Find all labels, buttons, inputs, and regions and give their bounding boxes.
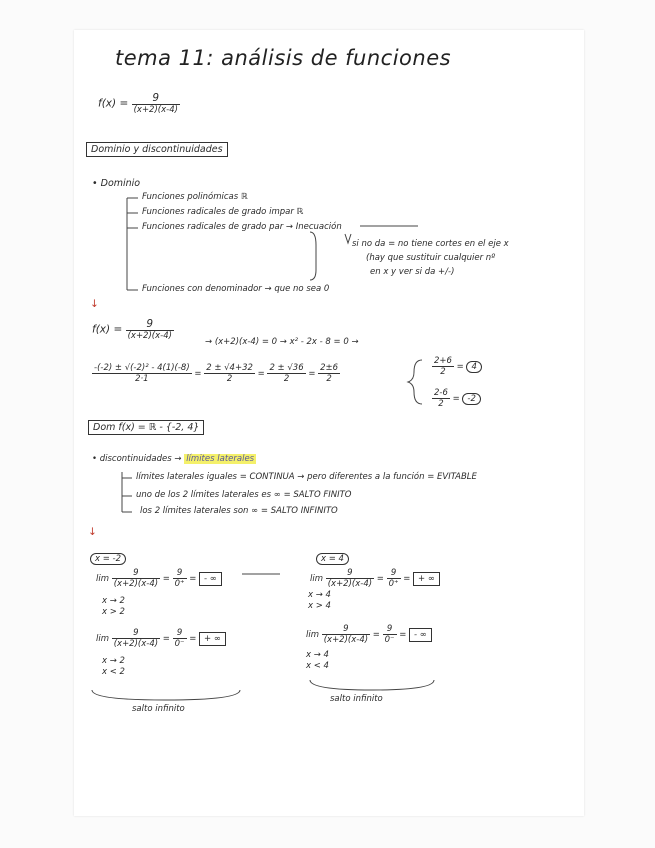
function-numerator: 9 — [132, 92, 180, 105]
quadratic-denominator: 2·1 — [135, 374, 149, 384]
limit-subscript — [102, 656, 125, 678]
subscript-line: x > 4 — [308, 601, 331, 611]
subscript-line: x < 4 — [306, 661, 329, 671]
root-numerator: 2+6 — [434, 356, 452, 366]
root-denominator: 2 — [440, 367, 446, 377]
dominio-item: Funciones polinómicas ℝ — [142, 192, 248, 202]
subscript-line: x → 4 — [308, 590, 331, 600]
limit-result: - ∞ — [409, 628, 432, 642]
fx-restated — [92, 318, 174, 341]
page-title: tema 11: análisis de funciones — [115, 46, 452, 70]
limit-expression — [96, 568, 222, 589]
caption-salto-infinito-right: salto infinito — [330, 694, 383, 704]
limit-expression — [306, 624, 432, 645]
equals-sign: = — [456, 362, 464, 372]
root-fraction — [432, 356, 454, 377]
limit-denominator: (x+2)(x-4) — [327, 579, 373, 589]
limit-denominator: (x+2)(x-4) — [323, 635, 369, 645]
note-line: si no da = no tiene cortes en el eje x — [352, 239, 509, 249]
eval-denominator: 0⁺ — [388, 579, 399, 589]
inecuacion-label: Inecuación — [295, 222, 342, 232]
limit-subscript — [102, 596, 125, 618]
disc-item: límites laterales iguales = CONTINUA → pero diferentes a la función = EVITABLE — [136, 472, 477, 482]
eval-denominator: 0⁻ — [384, 635, 395, 645]
eval-numerator: 9 — [173, 568, 187, 579]
root-positive — [432, 356, 482, 377]
limit-result: + ∞ — [199, 632, 226, 646]
case-label-left: x = -2 — [90, 553, 126, 565]
fx-lhs: f(x) = — [92, 323, 123, 336]
equals-sign: = — [403, 574, 411, 584]
limit-numerator: 9 — [322, 624, 370, 635]
subscript-line: x < 2 — [102, 667, 125, 677]
step-denominator: 2 — [283, 374, 290, 384]
equals-sign: = — [189, 634, 197, 644]
equals-sign: = — [372, 630, 380, 640]
dominio-item: Funciones radicales de grado impar ℝ — [142, 207, 304, 217]
limit-subscript — [308, 590, 331, 612]
root-value: 4 — [466, 361, 481, 373]
highlighted-text: límites laterales — [186, 454, 255, 464]
dominio-item: Funciones con denominador → que no sea 0 — [142, 284, 330, 294]
caption-salto-infinito-left: salto infinito — [132, 704, 185, 714]
discontinuidades-heading: • discontinuidades → límites laterales — [92, 454, 255, 464]
fx-denominator: (x+2)(x-4) — [127, 331, 172, 341]
red-arrow-down-icon: ↓ — [88, 526, 97, 538]
domain-result-box: Dom f(x) = ℝ - {-2, 4} — [88, 420, 204, 435]
limit-numerator: 9 — [326, 568, 374, 579]
note-line: en x y ver si da +/-) — [370, 267, 455, 277]
equals-sign: = — [257, 369, 265, 379]
eval-numerator: 9 — [387, 568, 401, 579]
function-definition — [98, 92, 180, 115]
fx-numerator: 9 — [126, 318, 174, 331]
limit-eval-fraction — [387, 568, 401, 589]
section-box-dominio: Dominio y discontinuidades — [86, 142, 228, 157]
equals-sign: = — [194, 369, 202, 379]
equals-sign: = — [452, 394, 460, 404]
limit-fraction — [322, 624, 370, 645]
limit-fraction — [112, 628, 160, 649]
dominio-item — [142, 222, 342, 232]
limit-fraction — [326, 568, 374, 589]
equals-sign: = — [189, 574, 197, 584]
step-denominator: 2 — [226, 374, 233, 384]
subscript-line: x → 2 — [102, 656, 125, 666]
root-value: -2 — [462, 393, 480, 405]
quadratic-formula — [92, 363, 340, 384]
limit-expression — [310, 568, 440, 589]
limit-subscript — [306, 650, 329, 672]
equals-sign: = — [162, 634, 170, 644]
equals-sign: = — [162, 574, 170, 584]
root-negative — [432, 388, 481, 409]
dominio-item-text: Funciones radicales de grado par → — [142, 222, 294, 232]
function-denominator: (x+2)(x-4) — [133, 105, 178, 115]
equals-sign: = — [376, 574, 384, 584]
subscript-line: x > 2 — [102, 607, 125, 617]
lim-text: lim — [306, 630, 320, 640]
step-numerator: 2 ± √36 — [269, 363, 304, 373]
limit-fraction — [112, 568, 160, 589]
step-fraction — [204, 363, 255, 384]
eval-numerator: 9 — [383, 624, 397, 635]
step-numerator: 2 ± √4+32 — [206, 363, 253, 373]
limit-eval-fraction — [383, 624, 397, 645]
subscript-line: x → 4 — [306, 650, 329, 660]
function-lhs: f(x) = — [98, 97, 129, 110]
quadratic-fraction — [92, 363, 192, 384]
root-denominator: 2 — [438, 399, 444, 409]
quadratic-numerator: -(-2) ± √(-2)² - 4(1)(-8) — [94, 363, 190, 373]
fx-fraction — [126, 318, 174, 341]
limit-expression — [96, 628, 226, 649]
function-fraction — [132, 92, 180, 115]
equals-sign: = — [308, 369, 316, 379]
subscript-line: x → 2 — [102, 596, 125, 606]
case-label-right: x = 4 — [316, 553, 349, 565]
limit-result: - ∞ — [199, 572, 222, 586]
lim-text: lim — [96, 574, 110, 584]
equation-step: → (x+2)(x-4) = 0 → x² - 2x - 8 = 0 → — [205, 337, 359, 347]
dominio-heading-text: Dominio — [100, 178, 141, 189]
dominio-heading: • Dominio — [92, 178, 141, 189]
lim-text: lim — [310, 574, 324, 584]
inecuacion-note — [352, 237, 509, 279]
step-fraction — [318, 363, 340, 384]
note-line: (hay que sustituir cualquier nº — [366, 253, 496, 263]
limit-eval-fraction — [173, 568, 187, 589]
limit-numerator: 9 — [112, 628, 160, 639]
eval-denominator: 0⁺ — [174, 579, 185, 589]
disc-item: uno de los 2 límites laterales es ∞ = SALTO FINITO — [136, 490, 352, 500]
root-numerator: 2-6 — [434, 388, 448, 398]
root-fraction — [432, 388, 450, 409]
red-arrow-down-icon: ↓ — [90, 298, 99, 310]
step-numerator: 2±6 — [320, 363, 339, 373]
limit-numerator: 9 — [112, 568, 160, 579]
limit-eval-fraction — [173, 628, 187, 649]
step-fraction — [267, 363, 305, 384]
limit-denominator: (x+2)(x-4) — [113, 639, 159, 649]
disc-item: los 2 límites laterales son ∞ = SALTO INFINITO — [140, 506, 338, 516]
limit-result: + ∞ — [413, 572, 440, 586]
disc-heading-text: discontinuidades → — [99, 454, 182, 464]
limit-denominator: (x+2)(x-4) — [113, 579, 159, 589]
lim-text: lim — [96, 634, 110, 644]
step-denominator: 2 — [326, 374, 332, 384]
eval-denominator: 0⁻ — [174, 639, 185, 649]
eval-numerator: 9 — [173, 628, 187, 639]
equals-sign: = — [399, 630, 407, 640]
